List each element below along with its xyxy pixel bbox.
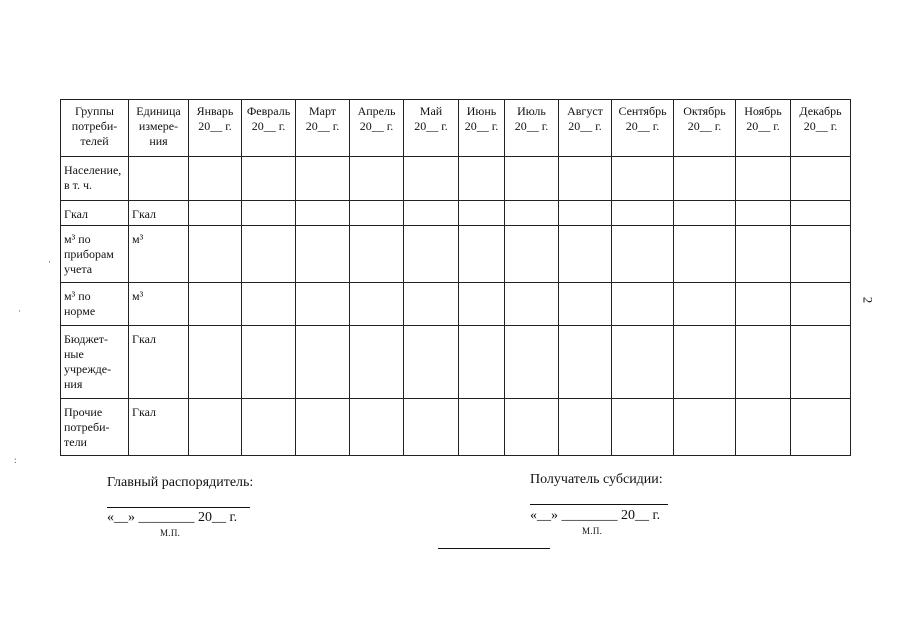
month-value-cell[interactable] xyxy=(459,201,505,226)
cell-line: Группы xyxy=(75,104,114,118)
cell-line: Сентябрь xyxy=(618,104,667,118)
month-value-cell[interactable] xyxy=(505,201,559,226)
cell-line: 20__ г. xyxy=(746,119,780,133)
cell-line: Март xyxy=(308,104,337,118)
cell-line: м³ по xyxy=(64,289,91,303)
table-header-row xyxy=(61,100,851,157)
group-cell xyxy=(61,283,129,326)
month-value-cell[interactable] xyxy=(736,157,791,201)
cell-line: тели xyxy=(64,435,87,449)
month-value-cell[interactable] xyxy=(296,201,350,226)
month-value-cell[interactable] xyxy=(404,201,459,226)
month-value-cell[interactable] xyxy=(459,157,505,201)
unit-cell xyxy=(129,399,189,456)
column-header xyxy=(189,100,242,157)
page-number: 2 xyxy=(860,296,876,304)
month-value-cell[interactable] xyxy=(404,157,459,201)
unit-cell xyxy=(129,157,189,201)
cell-line: потреби- xyxy=(64,420,110,434)
month-value-cell[interactable] xyxy=(736,201,791,226)
month-value-cell[interactable] xyxy=(404,283,459,326)
month-value-cell[interactable] xyxy=(350,157,404,201)
consumption-table xyxy=(60,99,851,456)
table-row xyxy=(61,226,851,283)
month-value-cell[interactable] xyxy=(350,283,404,326)
margin-mark: : xyxy=(14,455,17,465)
month-value-cell[interactable] xyxy=(559,283,612,326)
left-date: «__» ________ 20__ г. xyxy=(107,510,238,525)
month-value-cell[interactable] xyxy=(559,326,612,399)
cell-line: Январь xyxy=(196,104,234,118)
column-header xyxy=(242,100,296,157)
month-value-cell[interactable] xyxy=(459,326,505,399)
cell-line: 20__ г. xyxy=(803,119,838,133)
month-value-cell[interactable] xyxy=(505,326,559,399)
cell-line: учета xyxy=(64,262,93,276)
cell-line: Ноябрь xyxy=(744,104,782,118)
month-value-cell[interactable] xyxy=(296,326,350,399)
month-value-cell[interactable] xyxy=(559,157,612,201)
month-value-cell[interactable] xyxy=(559,226,612,283)
cell-line: 20__ г. xyxy=(687,119,722,133)
cell-line: 20__ г. xyxy=(305,119,340,133)
cell-line: ные xyxy=(64,347,84,361)
cell-line: Гкал xyxy=(132,207,157,221)
group-cell xyxy=(61,399,129,456)
month-value-cell[interactable] xyxy=(674,283,736,326)
column-header xyxy=(505,100,559,157)
cell-line: 20__ г. xyxy=(625,119,660,133)
month-value-cell[interactable] xyxy=(189,399,242,456)
column-header xyxy=(559,100,612,157)
month-value-cell[interactable] xyxy=(674,157,736,201)
cell-line: Декабрь xyxy=(799,104,842,118)
group-cell xyxy=(61,201,129,226)
cell-line: норме xyxy=(64,304,96,318)
group-cell xyxy=(61,326,129,399)
month-value-cell[interactable] xyxy=(189,201,242,226)
month-value-cell[interactable] xyxy=(736,326,791,399)
month-value-cell[interactable] xyxy=(242,226,296,283)
column-header xyxy=(404,100,459,157)
month-value-cell[interactable] xyxy=(505,283,559,326)
month-value-cell[interactable] xyxy=(791,399,851,456)
month-value-cell[interactable] xyxy=(736,399,791,456)
cell-line: м³ по xyxy=(64,232,91,246)
month-value-cell[interactable] xyxy=(350,399,404,456)
group-cell xyxy=(61,157,129,201)
month-value-cell[interactable] xyxy=(350,201,404,226)
month-value-cell[interactable] xyxy=(296,157,350,201)
cell-line: 20__ г. xyxy=(414,119,448,133)
month-value-cell[interactable] xyxy=(242,399,296,456)
month-value-cell[interactable] xyxy=(296,399,350,456)
month-value-cell[interactable] xyxy=(242,283,296,326)
month-value-cell[interactable] xyxy=(350,226,404,283)
cell-line: м³ xyxy=(132,289,144,303)
month-value-cell[interactable] xyxy=(559,399,612,456)
month-value-cell[interactable] xyxy=(296,283,350,326)
cell-line: в т. ч. xyxy=(64,178,93,192)
month-value-cell[interactable] xyxy=(612,157,674,201)
table-row xyxy=(61,157,851,201)
cell-line: телей xyxy=(80,134,109,148)
left-signatory-title: Главный распорядитель: xyxy=(107,475,254,490)
unit-cell xyxy=(129,326,189,399)
column-header xyxy=(612,100,674,157)
month-value-cell[interactable] xyxy=(674,226,736,283)
table-row xyxy=(61,399,851,456)
cell-line: Февраль xyxy=(246,104,291,118)
column-header xyxy=(129,100,189,157)
cell-line: Июнь xyxy=(466,104,497,118)
right-stamp-mark: М.П. xyxy=(582,526,603,536)
month-value-cell[interactable] xyxy=(242,326,296,399)
column-header xyxy=(459,100,505,157)
right-signatory-title: Получатель субсидии: xyxy=(530,472,663,487)
group-cell xyxy=(61,226,129,283)
month-value-cell[interactable] xyxy=(612,326,674,399)
cell-line: потреби- xyxy=(71,119,118,133)
month-value-cell[interactable] xyxy=(791,326,851,399)
month-value-cell[interactable] xyxy=(612,399,674,456)
month-value-cell[interactable] xyxy=(559,201,612,226)
cell-line: 20__ г. xyxy=(251,119,286,133)
table-row xyxy=(61,201,851,226)
month-value-cell[interactable] xyxy=(736,226,791,283)
unit-cell xyxy=(129,201,189,226)
month-value-cell[interactable] xyxy=(505,226,559,283)
cell-line: Прочие xyxy=(64,405,103,419)
month-value-cell[interactable] xyxy=(736,283,791,326)
month-value-cell[interactable] xyxy=(189,226,242,283)
month-value-cell[interactable] xyxy=(505,157,559,201)
margin-mark: · xyxy=(48,257,51,267)
column-header xyxy=(350,100,404,157)
month-value-cell[interactable] xyxy=(242,201,296,226)
month-value-cell[interactable] xyxy=(791,283,851,326)
cell-line: 20__ г. xyxy=(198,119,232,133)
month-value-cell[interactable] xyxy=(189,157,242,201)
cell-line: ния xyxy=(149,134,168,148)
month-value-cell[interactable] xyxy=(242,157,296,201)
right-signature-line xyxy=(530,504,668,505)
unit-cell xyxy=(129,283,189,326)
table-row xyxy=(61,326,851,399)
month-value-cell[interactable] xyxy=(404,326,459,399)
month-value-cell[interactable] xyxy=(404,226,459,283)
unit-cell xyxy=(129,226,189,283)
cell-line: Гкал xyxy=(132,405,157,419)
month-value-cell[interactable] xyxy=(791,226,851,283)
cell-line: приборам xyxy=(64,247,114,261)
cell-line: учрежде- xyxy=(64,362,112,376)
month-value-cell[interactable] xyxy=(674,201,736,226)
cell-line: ния xyxy=(64,377,83,391)
cell-line: Население, xyxy=(64,163,122,177)
month-value-cell[interactable] xyxy=(296,226,350,283)
month-value-cell[interactable] xyxy=(612,283,674,326)
closing-rule xyxy=(438,548,550,549)
cell-line: Апрель xyxy=(357,104,396,118)
cell-line: Единица xyxy=(136,104,181,118)
cell-line: Гкал xyxy=(64,207,89,221)
cell-line: 20__ г. xyxy=(568,119,602,133)
column-header xyxy=(61,100,129,157)
month-value-cell[interactable] xyxy=(404,399,459,456)
margin-mark: · xyxy=(18,306,21,316)
cell-line: 20__ г. xyxy=(514,119,549,133)
column-header xyxy=(736,100,791,157)
cell-line: Август xyxy=(567,104,603,118)
month-value-cell[interactable] xyxy=(674,326,736,399)
month-value-cell[interactable] xyxy=(612,226,674,283)
month-value-cell[interactable] xyxy=(459,399,505,456)
table-row xyxy=(61,283,851,326)
month-value-cell[interactable] xyxy=(350,326,404,399)
month-value-cell[interactable] xyxy=(674,399,736,456)
column-header xyxy=(296,100,350,157)
cell-line: измере- xyxy=(138,119,179,133)
cell-line: Бюджет- xyxy=(64,332,109,346)
cell-line: Июль xyxy=(517,104,546,118)
month-value-cell[interactable] xyxy=(612,201,674,226)
month-value-cell[interactable] xyxy=(791,201,851,226)
month-value-cell[interactable] xyxy=(459,283,505,326)
cell-line: Гкал xyxy=(132,332,157,346)
cell-line: м³ xyxy=(132,232,144,246)
column-header xyxy=(791,100,851,157)
cell-line: Октябрь xyxy=(683,104,726,118)
cell-line: 20__ г. xyxy=(464,119,499,133)
column-header xyxy=(674,100,736,157)
left-stamp-mark: М.П. xyxy=(160,528,181,538)
month-value-cell[interactable] xyxy=(189,283,242,326)
month-value-cell[interactable] xyxy=(505,399,559,456)
month-value-cell[interactable] xyxy=(189,326,242,399)
cell-line: Май xyxy=(419,104,443,118)
left-signature-line xyxy=(107,507,250,508)
right-date: «__» ________ 20__ г. xyxy=(530,508,661,523)
month-value-cell[interactable] xyxy=(459,226,505,283)
month-value-cell[interactable] xyxy=(791,157,851,201)
cell-line: 20__ г. xyxy=(359,119,394,133)
